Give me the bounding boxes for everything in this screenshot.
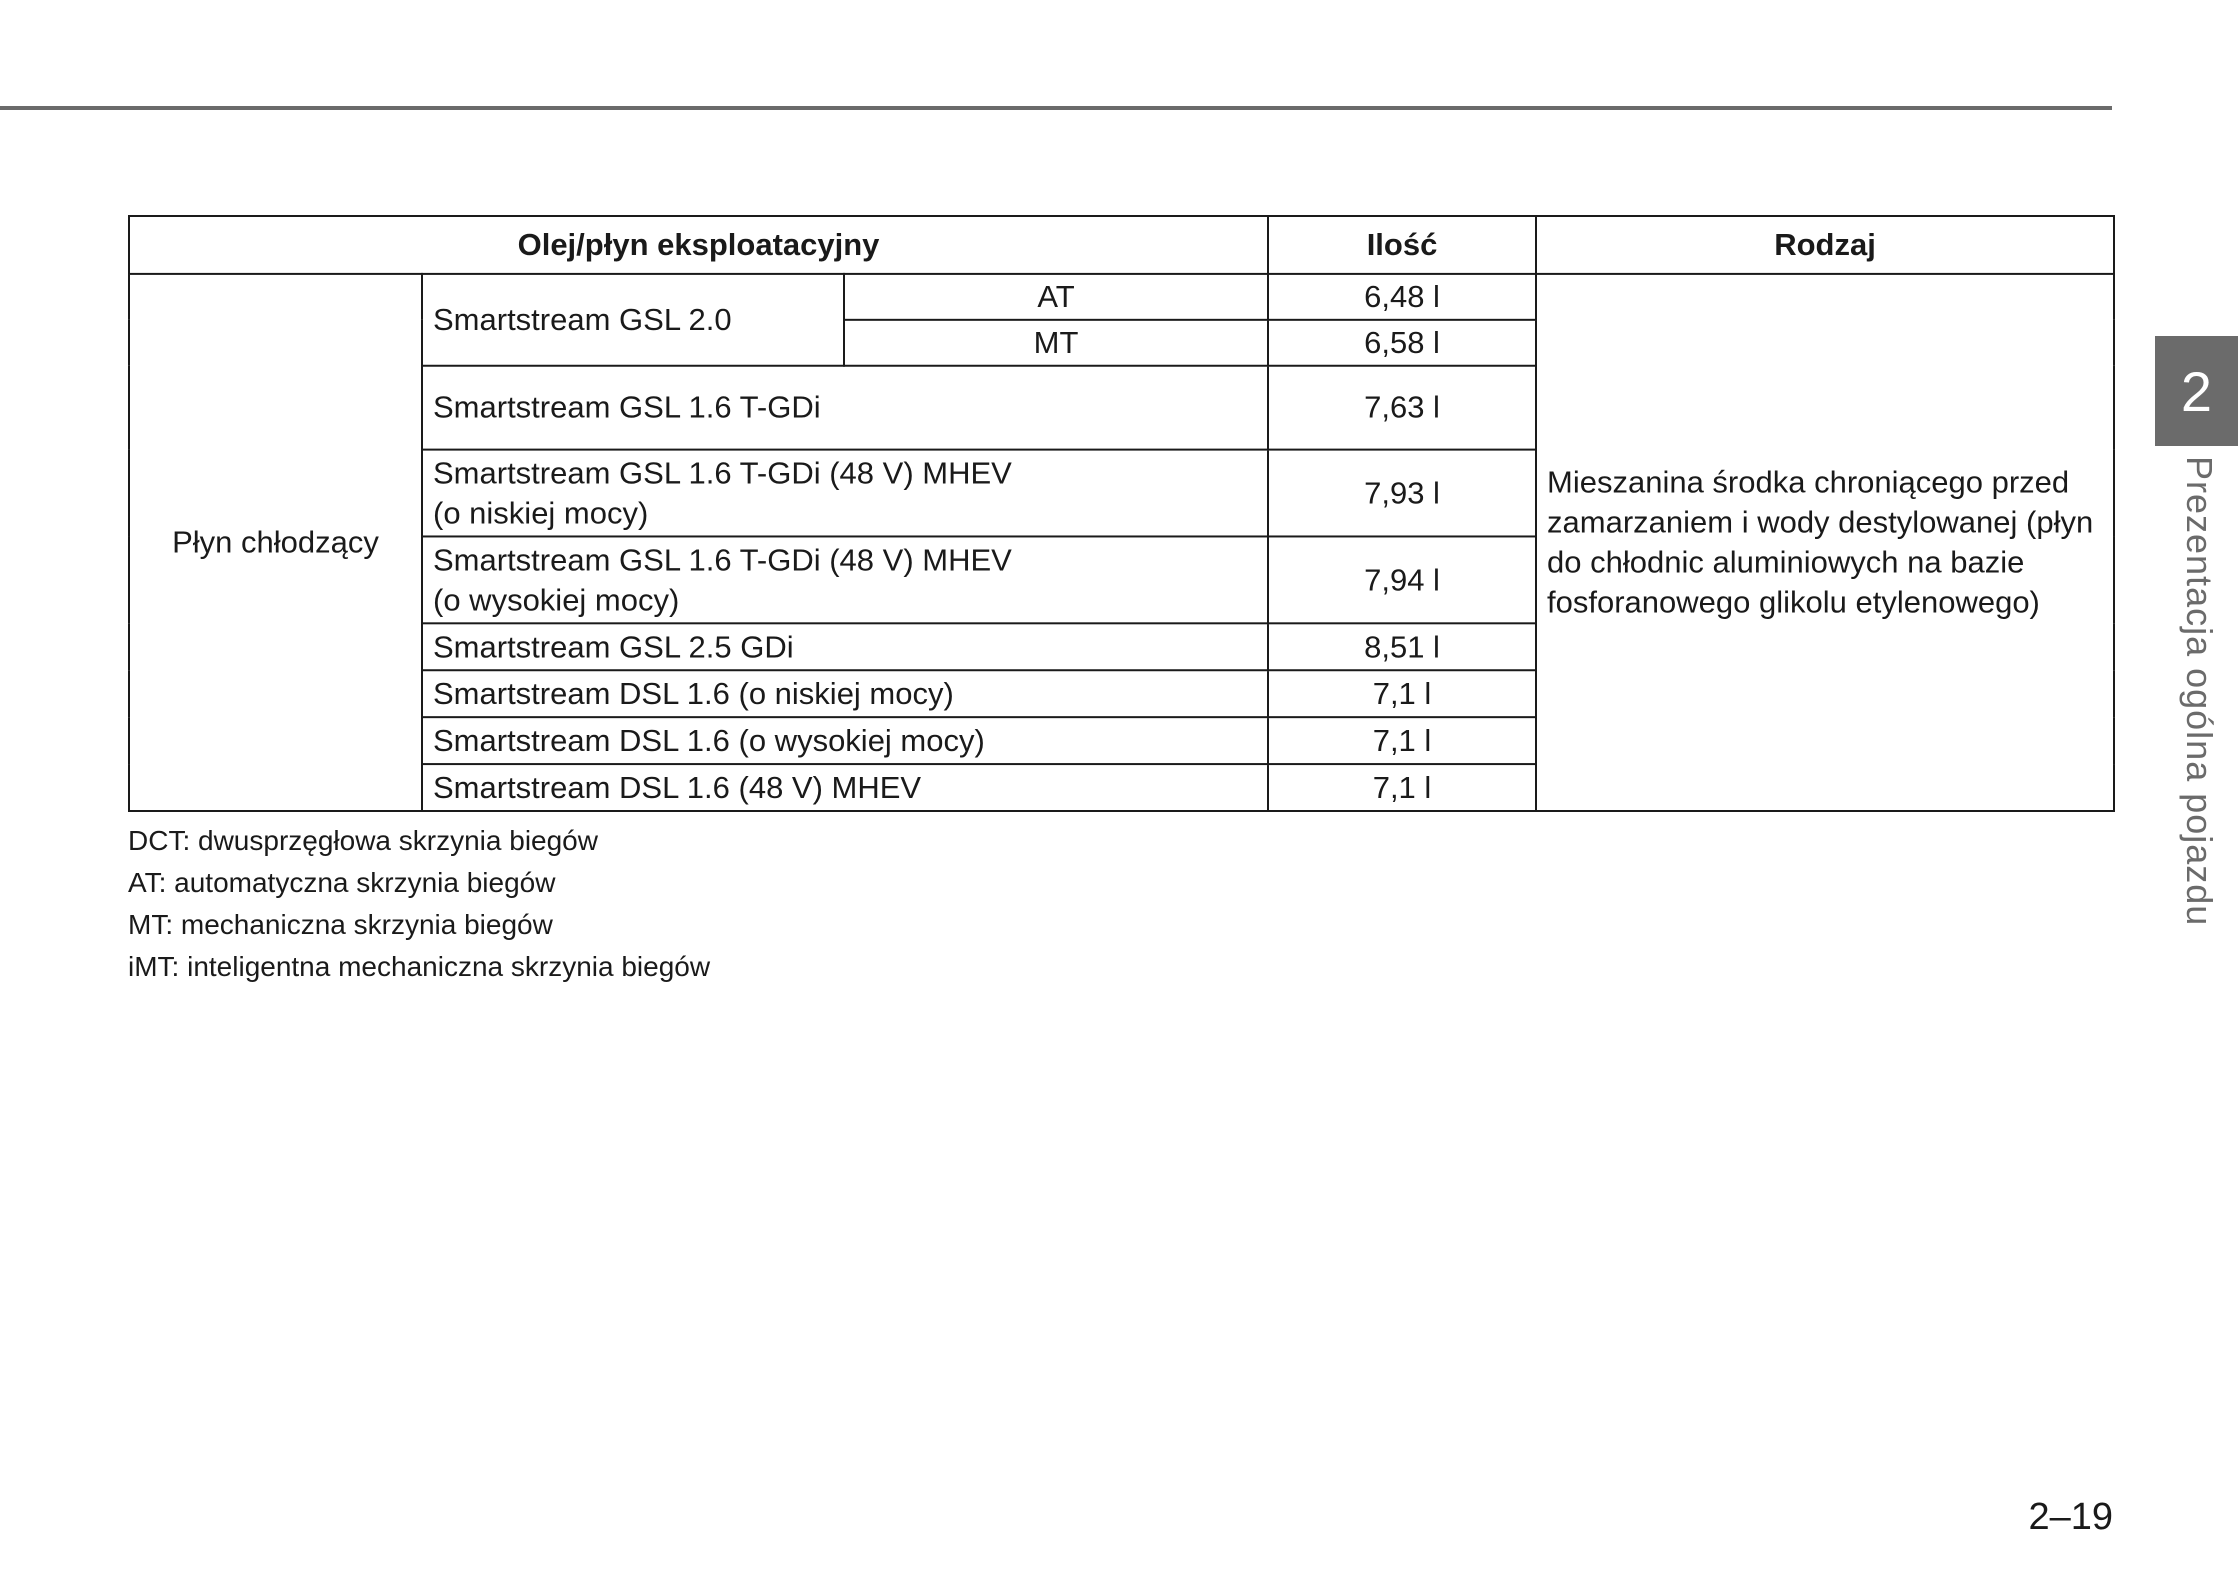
engine-cell: Smartstream GSL 2.0 bbox=[422, 274, 844, 366]
engine-line: Smartstream GSL 1.6 T-GDi (48 V) MHEV bbox=[433, 541, 1012, 577]
engine-cell: Smartstream DSL 1.6 (48 V) MHEV bbox=[422, 764, 1268, 811]
chapter-title: Prezentacja ogólna pojazdu bbox=[2179, 456, 2220, 927]
table-header-row bbox=[129, 216, 2114, 274]
transmission-cell: AT bbox=[844, 274, 1268, 320]
type-line: fosforanowego glikolu etylenowego) bbox=[1547, 584, 2040, 620]
type-line: Mieszanina środka chroniącego przed bbox=[1547, 464, 2070, 500]
header-quantity: Ilość bbox=[1268, 216, 1536, 274]
note-line: MT: mechaniczna skrzynia biegów bbox=[128, 909, 553, 940]
page-number: 2–19 bbox=[2028, 1496, 2113, 1538]
coolant-spec-table bbox=[128, 215, 2115, 812]
group-label: Płyn chłodzący bbox=[129, 274, 422, 811]
engine-cell: Smartstream DSL 1.6 (o wysokiej mocy) bbox=[422, 717, 1268, 764]
engine-cell: Smartstream GSL 1.6 T-GDi bbox=[422, 366, 1268, 450]
quantity-cell: 7,63 l bbox=[1268, 366, 1536, 450]
quantity-cell: 7,1 l bbox=[1268, 670, 1536, 717]
engine-cell: Smartstream DSL 1.6 (o niskiej mocy) bbox=[422, 670, 1268, 717]
chapter-title-wrap bbox=[2172, 456, 2222, 927]
quantity-cell: 8,51 l bbox=[1268, 623, 1536, 670]
quantity-cell: 6,48 l bbox=[1268, 274, 1536, 320]
quantity-cell: 7,94 l bbox=[1268, 536, 1536, 623]
note-line: AT: automatyczna skrzynia biegów bbox=[128, 867, 556, 898]
quantity-cell: 6,58 l bbox=[1268, 320, 1536, 366]
transmission-cell: MT bbox=[844, 320, 1268, 366]
engine-cell: Smartstream GSL 2.5 GDi bbox=[422, 623, 1268, 670]
engine-cell bbox=[422, 450, 1268, 537]
quantity-cell: 7,1 l bbox=[1268, 717, 1536, 764]
abbreviation-notes bbox=[128, 820, 710, 988]
header-type: Rodzaj bbox=[1536, 216, 2114, 274]
header-rule bbox=[0, 106, 2112, 110]
quantity-cell: 7,1 l bbox=[1268, 764, 1536, 811]
engine-line: Smartstream GSL 1.6 T-GDi (48 V) MHEV bbox=[433, 455, 1012, 491]
note-line: DCT: dwusprzęgłowa skrzynia biegów bbox=[128, 825, 598, 856]
type-line: zamarzaniem i wody destylowanej (płyn bbox=[1547, 504, 2094, 540]
quantity-cell: 7,93 l bbox=[1268, 450, 1536, 537]
table-row bbox=[129, 274, 2114, 320]
engine-line: (o wysokiej mocy) bbox=[433, 581, 680, 617]
type-description bbox=[1536, 274, 2114, 811]
note-line: iMT: inteligentna mechaniczna skrzynia biegów bbox=[128, 951, 711, 982]
engine-line: (o niskiej mocy) bbox=[433, 495, 649, 530]
chapter-tab: 2 bbox=[2155, 336, 2238, 446]
type-line: do chłodnic aluminiowych na bazie bbox=[1547, 544, 2025, 580]
header-fluid: Olej/płyn eksploatacyjny bbox=[129, 216, 1268, 274]
engine-cell bbox=[422, 536, 1268, 623]
